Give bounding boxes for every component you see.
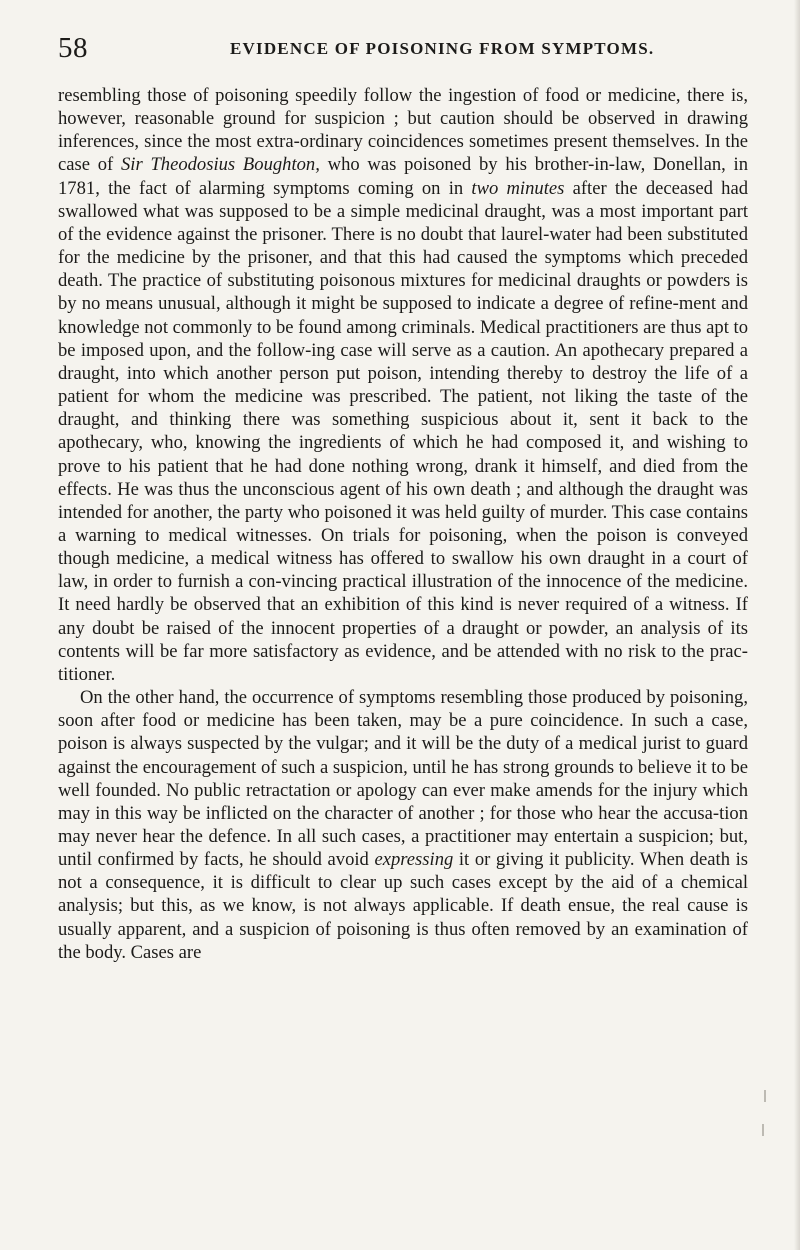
paper-mark — [764, 1090, 766, 1102]
paragraph-2-part-1: On the other hand, the occurrence of symptoms resembling those produced by poisoning, soon after food or medicine has been taken, may be a pure coincidence. In such a case, poison is always suspected by the vulgar; and it will be the duty of a medical jurist to guard against the encouragement of such a suspicion, until he has strong grounds to believe it to be well founded. No public retractation or apology can ever make amends for the injury which may in this way be inflicted on the character of another ; for those who hear the accusa-tion may never hear the defence. In all such cases, a practitioner may entertain a suspicion; but, until confirmed by facts, he should avoid — [58, 687, 748, 871]
paragraph-1-part-3: after the deceased had swallowed what was supposed to be a simple medicinal draught, was a most important part of the evidence against the prisoner. There is no doubt that laurel-water had been substituted for the medicine by the prisoner, and that this had caused the symptoms which preceded death. The practice of substituting poisonous mixtures for medicinal draughts or powders is by no means unusual, although it might be supposed to indicate a degree of refine-ment and knowledge not commonly to be found among criminals. Medical practitioners are thus apt to be imposed upon, and the follow-ing case will serve as a caution. An apothecary prepared a draught, into which another person put poison, intending thereby to destroy the life of a patient for whom the medicine was prescribed. The patient, not liking the taste of the draught, and thinking there was something suspicious about it, sent it back to the apothecary, who, knowing the ingredients of which he had composed it, and wishing to prove to his patient that he had done nothing wrong, drank it himself, and died from the effects. He was thus the unconscious agent of his own death ; and although the draught was intended for another, the party who poisoned it was held guilty of murder. This case contains a warning to medical witnesses. On trials for poisoning, when the poison is conveyed though medicine, a medical witness has offered to swallow his own draught in a court of law, in order to furnish a con-vincing practical illustration of the innocence of the medicine. It need hardly be observed that an exhibition of this kind is never required of a witness. If any doubt be raised of the innocent properties of a draught or powder, an analysis of its contents will be far more satisfactory as evidence, and be attended with no risk to the prac-titioner. — [58, 177, 749, 685]
body-text — [58, 84, 748, 964]
page-header — [58, 30, 748, 70]
emphasis-two-minutes: two minutes — [471, 177, 565, 199]
page-edge-shadow — [794, 0, 800, 1250]
paragraph-1-part-2: who was poisoned by his brother-in-law, Donellan, in 1781, the fact of alarming symptoms coming on in — [58, 154, 749, 199]
paragraph-2 — [58, 686, 748, 964]
emphasis-expressing: expressing — [374, 849, 454, 871]
paragraph-2-part-2: it or giving it publicity. When death is not a consequence, it is difficult to clear up such cases except by the aid of a chemical analysis; but this, as we know, is not always applicable. If death ensue, the real cause is usually apparent, and a suspicion of poisoning is thus often removed by an examination of the body. Cases are — [58, 849, 748, 963]
paper-mark — [762, 1124, 764, 1136]
paragraph-1-part-1: resembling those of poisoning speedily follow the ingestion of food or medicine, there is, however, reasonable ground for suspicion ; but caution should be observed in drawing inferences, since the most extra-ordinary coincidences sometimes present themselves. In the case of — [58, 85, 748, 176]
person-name: Sir Theodosius Boughton, — [121, 154, 320, 176]
page-number: 58 — [58, 32, 88, 64]
running-head: EVIDENCE OF POISONING FROM SYMPTOMS. — [230, 39, 655, 58]
paragraph-1 — [58, 84, 748, 686]
